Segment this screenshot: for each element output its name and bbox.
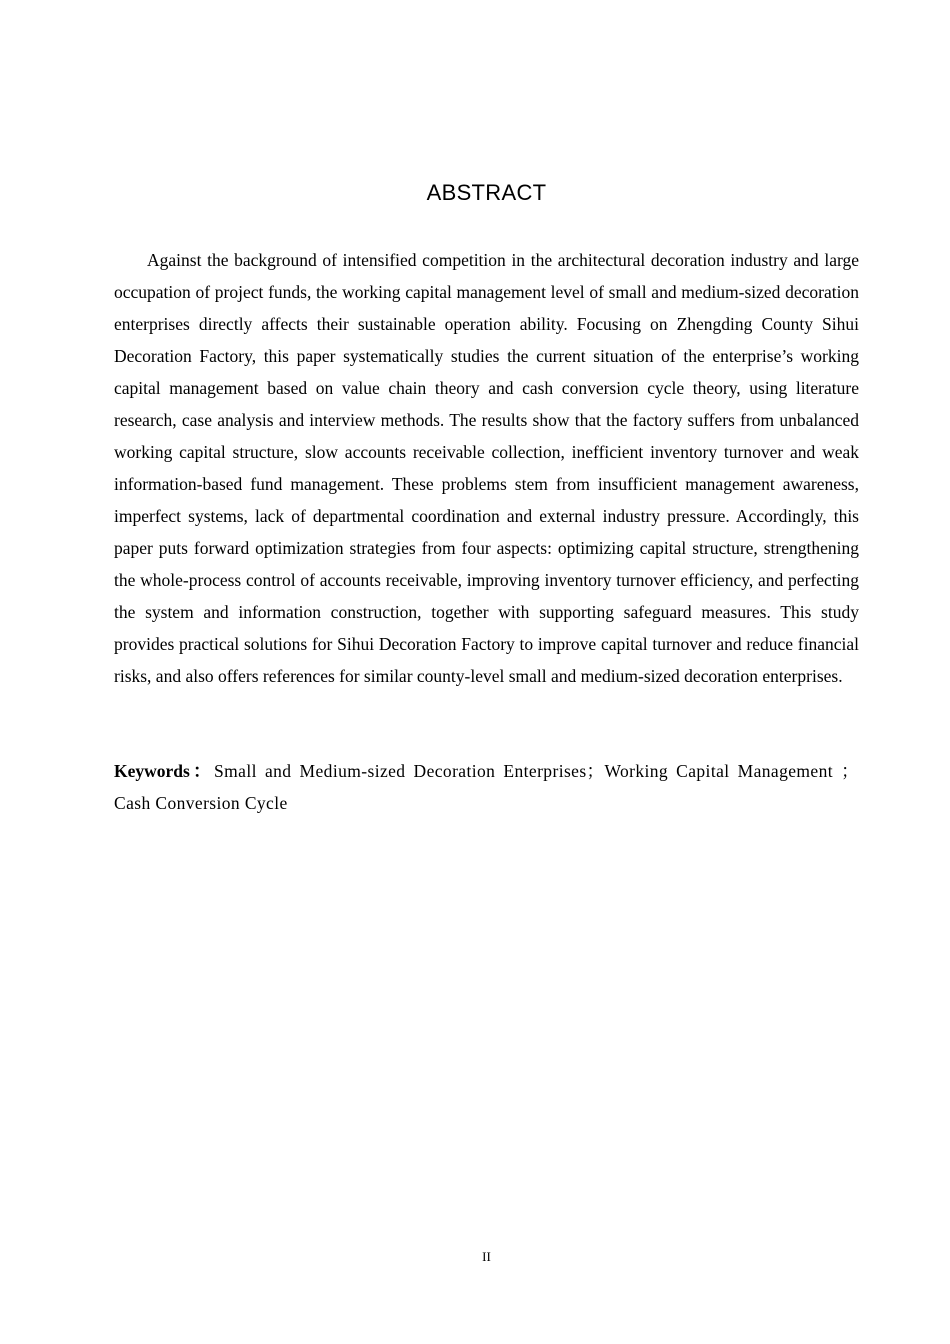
abstract-paragraph: Against the background of intensified competition in the architectural decoration industry and large occupation of project funds, the working capital management level of small and medium-sized decoration enterprises directly affects their sustainable operation ability. Focusing on Zhengding County Sihui Decoration Factory, this paper systematically studies the current situation of the enterprise’s working capital management based on value chain theory and cash conversion cycle theory, using literature research, case analysis and interview methods. The results show that the factory suffers from unbalanced working capital structure, slow accounts receivable collection, inefficient inventory turnover and weak information-based fund management. These problems stem from insufficient management awareness, imperfect systems, lack of departmental coordination and external industry pressure. Accordingly, this paper puts forward optimization strategies from four aspects: optimizing capital structure, strengthening the whole-process control of accounts receivable, improving inventory turnover efficiency, and perfecting the system and information construction, together with supporting safeguard measures. This study provides practical solutions for Sihui Decoration Factory to improve capital turnover and reduce financial risks, and also offers references for similar county-level small and medium-sized decoration enterprises. bbox=[114, 250, 859, 686]
keywords-list: Small and Medium-sized Decoration Enterprises；Working Capital Management ；Cash Conversion Cycle bbox=[114, 761, 859, 813]
keywords-label: Keywords： bbox=[114, 761, 215, 781]
keywords-line bbox=[114, 755, 859, 819]
page-number: II bbox=[482, 1249, 491, 1264]
abstract-title: ABSTRACT bbox=[426, 180, 547, 205]
